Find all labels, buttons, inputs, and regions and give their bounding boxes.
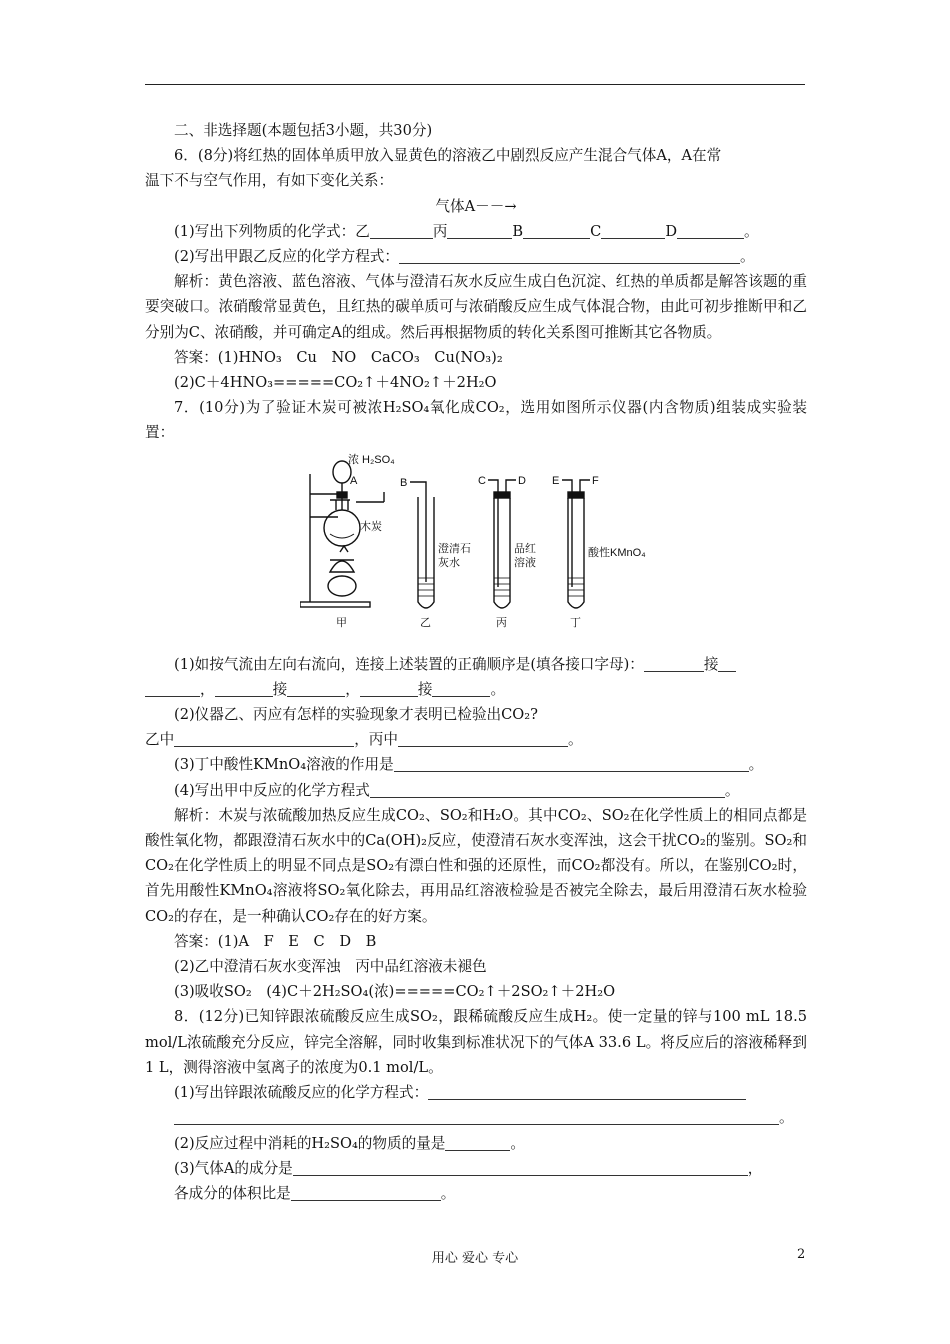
answer-blank[interactable] bbox=[718, 656, 736, 672]
q6-sub1 bbox=[145, 219, 807, 244]
answer-blank[interactable] bbox=[445, 1135, 510, 1151]
label-charcoal: 木炭 bbox=[360, 520, 382, 533]
burner-flame bbox=[340, 546, 348, 552]
q7-stem: 7．(10分)为了验证木炭可被浓H₂SO₄氧化成CO₂，选用如图所示仪器(内含物质)组装成实验装置： bbox=[145, 399, 807, 442]
stopper-ding bbox=[568, 492, 584, 498]
punct: ， bbox=[747, 1159, 763, 1177]
stand-base bbox=[300, 602, 370, 607]
label-f: F bbox=[592, 474, 599, 487]
answer-blank[interactable] bbox=[215, 681, 273, 697]
label-red-1: 品红 bbox=[514, 542, 536, 555]
q8-sub3b bbox=[145, 1181, 807, 1206]
word-jie: 接 bbox=[272, 680, 288, 698]
punct: 。 bbox=[440, 1184, 456, 1202]
header-rule bbox=[145, 84, 805, 85]
answer-blank[interactable] bbox=[432, 681, 490, 697]
q6-sub2 bbox=[145, 244, 807, 269]
q6-answer-2: (2)C＋4HNO₃=====CO₂↑＋4NO₂↑＋2H₂O bbox=[174, 374, 497, 392]
caption-yi: 乙 bbox=[420, 616, 431, 629]
punct: 。 bbox=[490, 680, 506, 698]
q6-stem-line1: 6．(8分)将红热的固体单质甲放入显黄色的溶液乙中剧烈反应产生混合气体A，A在常 bbox=[174, 147, 722, 165]
punct: 。 bbox=[740, 248, 755, 266]
answer-blank[interactable] bbox=[677, 223, 744, 239]
section-title: 二、非选择题(本题包括3小题，共30分) bbox=[174, 122, 433, 139]
punct: 。 bbox=[724, 781, 740, 799]
q7-answer-2: (2)乙中澄清石灰水变浑浊 丙中品红溶液未褪色 bbox=[174, 958, 487, 976]
test-tube-ding bbox=[568, 498, 584, 608]
q7-sub2-blanks bbox=[145, 727, 807, 752]
alcohol-lamp-flame bbox=[330, 561, 354, 572]
answer-blank[interactable] bbox=[644, 656, 704, 672]
q7-sub1 bbox=[145, 652, 807, 677]
q8-sub2 bbox=[145, 1131, 807, 1156]
answer-blank[interactable] bbox=[601, 223, 665, 239]
answer-blank[interactable] bbox=[291, 1185, 441, 1201]
label-lime-2: 灰水 bbox=[438, 556, 460, 569]
q6-sub1-label: (1)写出下列物质的化学式：乙 bbox=[174, 222, 370, 240]
q6-diagram bbox=[145, 194, 807, 219]
q7-sub3 bbox=[145, 752, 807, 777]
punct: 。 bbox=[744, 222, 759, 240]
answer-blank[interactable] bbox=[174, 731, 354, 747]
stopper-bing bbox=[494, 492, 510, 498]
q8-sub1-cont bbox=[145, 1105, 807, 1130]
answer-blank[interactable] bbox=[398, 731, 568, 747]
word-jie: 接 bbox=[703, 655, 719, 673]
answer-blank[interactable] bbox=[447, 223, 512, 239]
label-e: E bbox=[552, 474, 560, 487]
q6-sub1-label-c: C bbox=[590, 222, 602, 240]
label-bing-zhong: ，丙中 bbox=[354, 731, 398, 749]
q8-sub1-label: (1)写出锌跟浓硫酸反应的化学方程式： bbox=[174, 1084, 429, 1102]
answer-blank[interactable] bbox=[370, 223, 433, 239]
answer-blank[interactable] bbox=[399, 248, 740, 264]
q8-sub3b-label: 各成分的体积比是 bbox=[174, 1184, 291, 1202]
q7-sub4 bbox=[145, 778, 807, 803]
label-acid: 浓 H₂SO₄ bbox=[348, 453, 395, 466]
label-yi-zhong: 乙中 bbox=[145, 731, 175, 749]
caption-ding: 丁 bbox=[570, 616, 581, 629]
q7-sub4-label: (4)写出甲中反应的化学方程式 bbox=[174, 781, 370, 799]
q8-sub3 bbox=[145, 1156, 807, 1181]
q6-diagram-text: 气体A－－→ bbox=[435, 197, 517, 215]
apparatus-diagram bbox=[300, 452, 660, 630]
caption-bing: 丙 bbox=[496, 616, 507, 629]
page-number: 2 bbox=[797, 1247, 806, 1262]
answer-blank[interactable] bbox=[145, 681, 200, 697]
test-tube-bing bbox=[494, 498, 510, 608]
q7-answer-1: 答案：(1)A F E C D B bbox=[174, 932, 377, 950]
answer-blank[interactable] bbox=[523, 223, 590, 239]
alcohol-lamp bbox=[328, 576, 356, 596]
q8-stem: 8．(12分)已知锌跟浓硫酸反应生成SO₂，跟稀硫酸反应生成H₂。使一定量的锌与100 mL 18.5 mol/L浓硫酸充分反应，锌完全溶解，同时收集到标准状况下的气体A 33.6 L。将反应后的溶液稀释到1 L，测得溶液中氢离子的浓度为0.1 mol/L。 bbox=[145, 1008, 807, 1076]
tube-f bbox=[580, 480, 590, 492]
label-b: B bbox=[400, 476, 408, 489]
punct: 。 bbox=[748, 756, 764, 774]
tube-d bbox=[506, 480, 516, 492]
label-a: A bbox=[350, 474, 358, 487]
funnel-stopcock bbox=[337, 492, 347, 498]
q7-sub2: (2)仪器乙、丙应有怎样的实验现象才表明已检验出CO₂? bbox=[174, 706, 538, 724]
apparatus-figure bbox=[145, 452, 807, 630]
answer-blank[interactable] bbox=[174, 1109, 779, 1125]
charcoal-mark bbox=[330, 534, 354, 538]
caption-jia: 甲 bbox=[336, 616, 347, 629]
answer-blank[interactable] bbox=[287, 681, 345, 697]
answer-blank[interactable] bbox=[394, 756, 749, 772]
q7-sub1-cont bbox=[145, 677, 807, 702]
q6-analysis: 解析：黄色溶液、蓝色溶液、气体与澄清石灰水反应生成白色沉淀、红热的单质都是解答该题的重要突破口。浓硝酸常显黄色，且红热的碳单质可与浓硝酸反应生成气体混合物，由此可初步推断甲和乙分别为C、浓硝酸，并可确定A的组成。然后再根据物质的转化关系图可推断其它各物质。 bbox=[145, 273, 807, 341]
answer-blank[interactable] bbox=[360, 681, 418, 697]
punct: 。 bbox=[568, 731, 583, 749]
punct: 。 bbox=[510, 1134, 525, 1152]
answer-blank[interactable] bbox=[293, 1160, 748, 1176]
answer-blank[interactable] bbox=[370, 782, 725, 798]
label-kmno4: 酸性KMnO₄ bbox=[588, 546, 646, 559]
q6-sub2-label: (2)写出甲跟乙反应的化学方程式： bbox=[174, 248, 399, 266]
label-lime-1: 澄清石 bbox=[438, 542, 471, 555]
label-red-2: 溶液 bbox=[514, 556, 536, 569]
q6-sub1-label-bing: 丙 bbox=[432, 222, 448, 240]
punct: ， bbox=[345, 680, 360, 698]
q8-sub2-label: (2)反应过程中消耗的H₂SO₄的物质的量是 bbox=[174, 1134, 446, 1152]
q7-sub3-label: (3)丁中酸性KMnO₄溶液的作用是 bbox=[174, 756, 394, 774]
q8-sub1 bbox=[145, 1080, 807, 1105]
q6-answer-1: 答案：(1)HNO₃ Cu NO CaCO₃ Cu(NO₃)₂ bbox=[174, 348, 503, 366]
q7-sub1-label: (1)如按气流由左向右流向，连接上述装置的正确顺序是(填各接口字母)： bbox=[174, 655, 644, 673]
q6-stem-line2: 温下不与空气作用，有如下变化关系： bbox=[145, 172, 394, 190]
footer-motto: 用心 爱心 专心 bbox=[431, 1251, 519, 1266]
punct: ， bbox=[200, 680, 215, 698]
q7-analysis: 解析：木炭与浓硫酸加热反应生成CO₂、SO₂和H₂O。其中CO₂、SO₂在化学性质上的相同点都是酸性氧化物，都跟澄清石灰水中的Ca(OH)₂反应，使澄清石灰水变浑浊，这会干扰CO₂的鉴别。SO₂和CO₂在化学性质上的明显不同点是SO₂有漂白性和强的还原性，而CO₂都没有。所以，在鉴别CO₂时，首先用酸性KMnO₄溶液将SO₂氧化除去，再用品红溶液检验是否被完全除去，最后用澄清石灰水检验CO₂的存在，是一种确认CO₂存在的好方案。 bbox=[145, 806, 807, 925]
round-bottom-flask bbox=[324, 510, 360, 546]
label-d: D bbox=[518, 474, 526, 487]
word-jie: 接 bbox=[417, 680, 433, 698]
q8-sub3-label: (3)气体A的成分是 bbox=[174, 1159, 293, 1177]
answer-blank[interactable] bbox=[428, 1084, 746, 1100]
q7-answer-3: (3)吸收SO₂ (4)C＋2H₂SO₄(浓)=====CO₂↑＋2SO₂↑＋2H₂O bbox=[174, 983, 616, 1001]
document-body bbox=[145, 118, 807, 1206]
q6-sub1-label-d: D bbox=[665, 222, 678, 240]
punct: 。 bbox=[779, 1109, 794, 1127]
q6-sub1-label-b: B bbox=[512, 222, 524, 240]
label-c: C bbox=[478, 474, 486, 487]
